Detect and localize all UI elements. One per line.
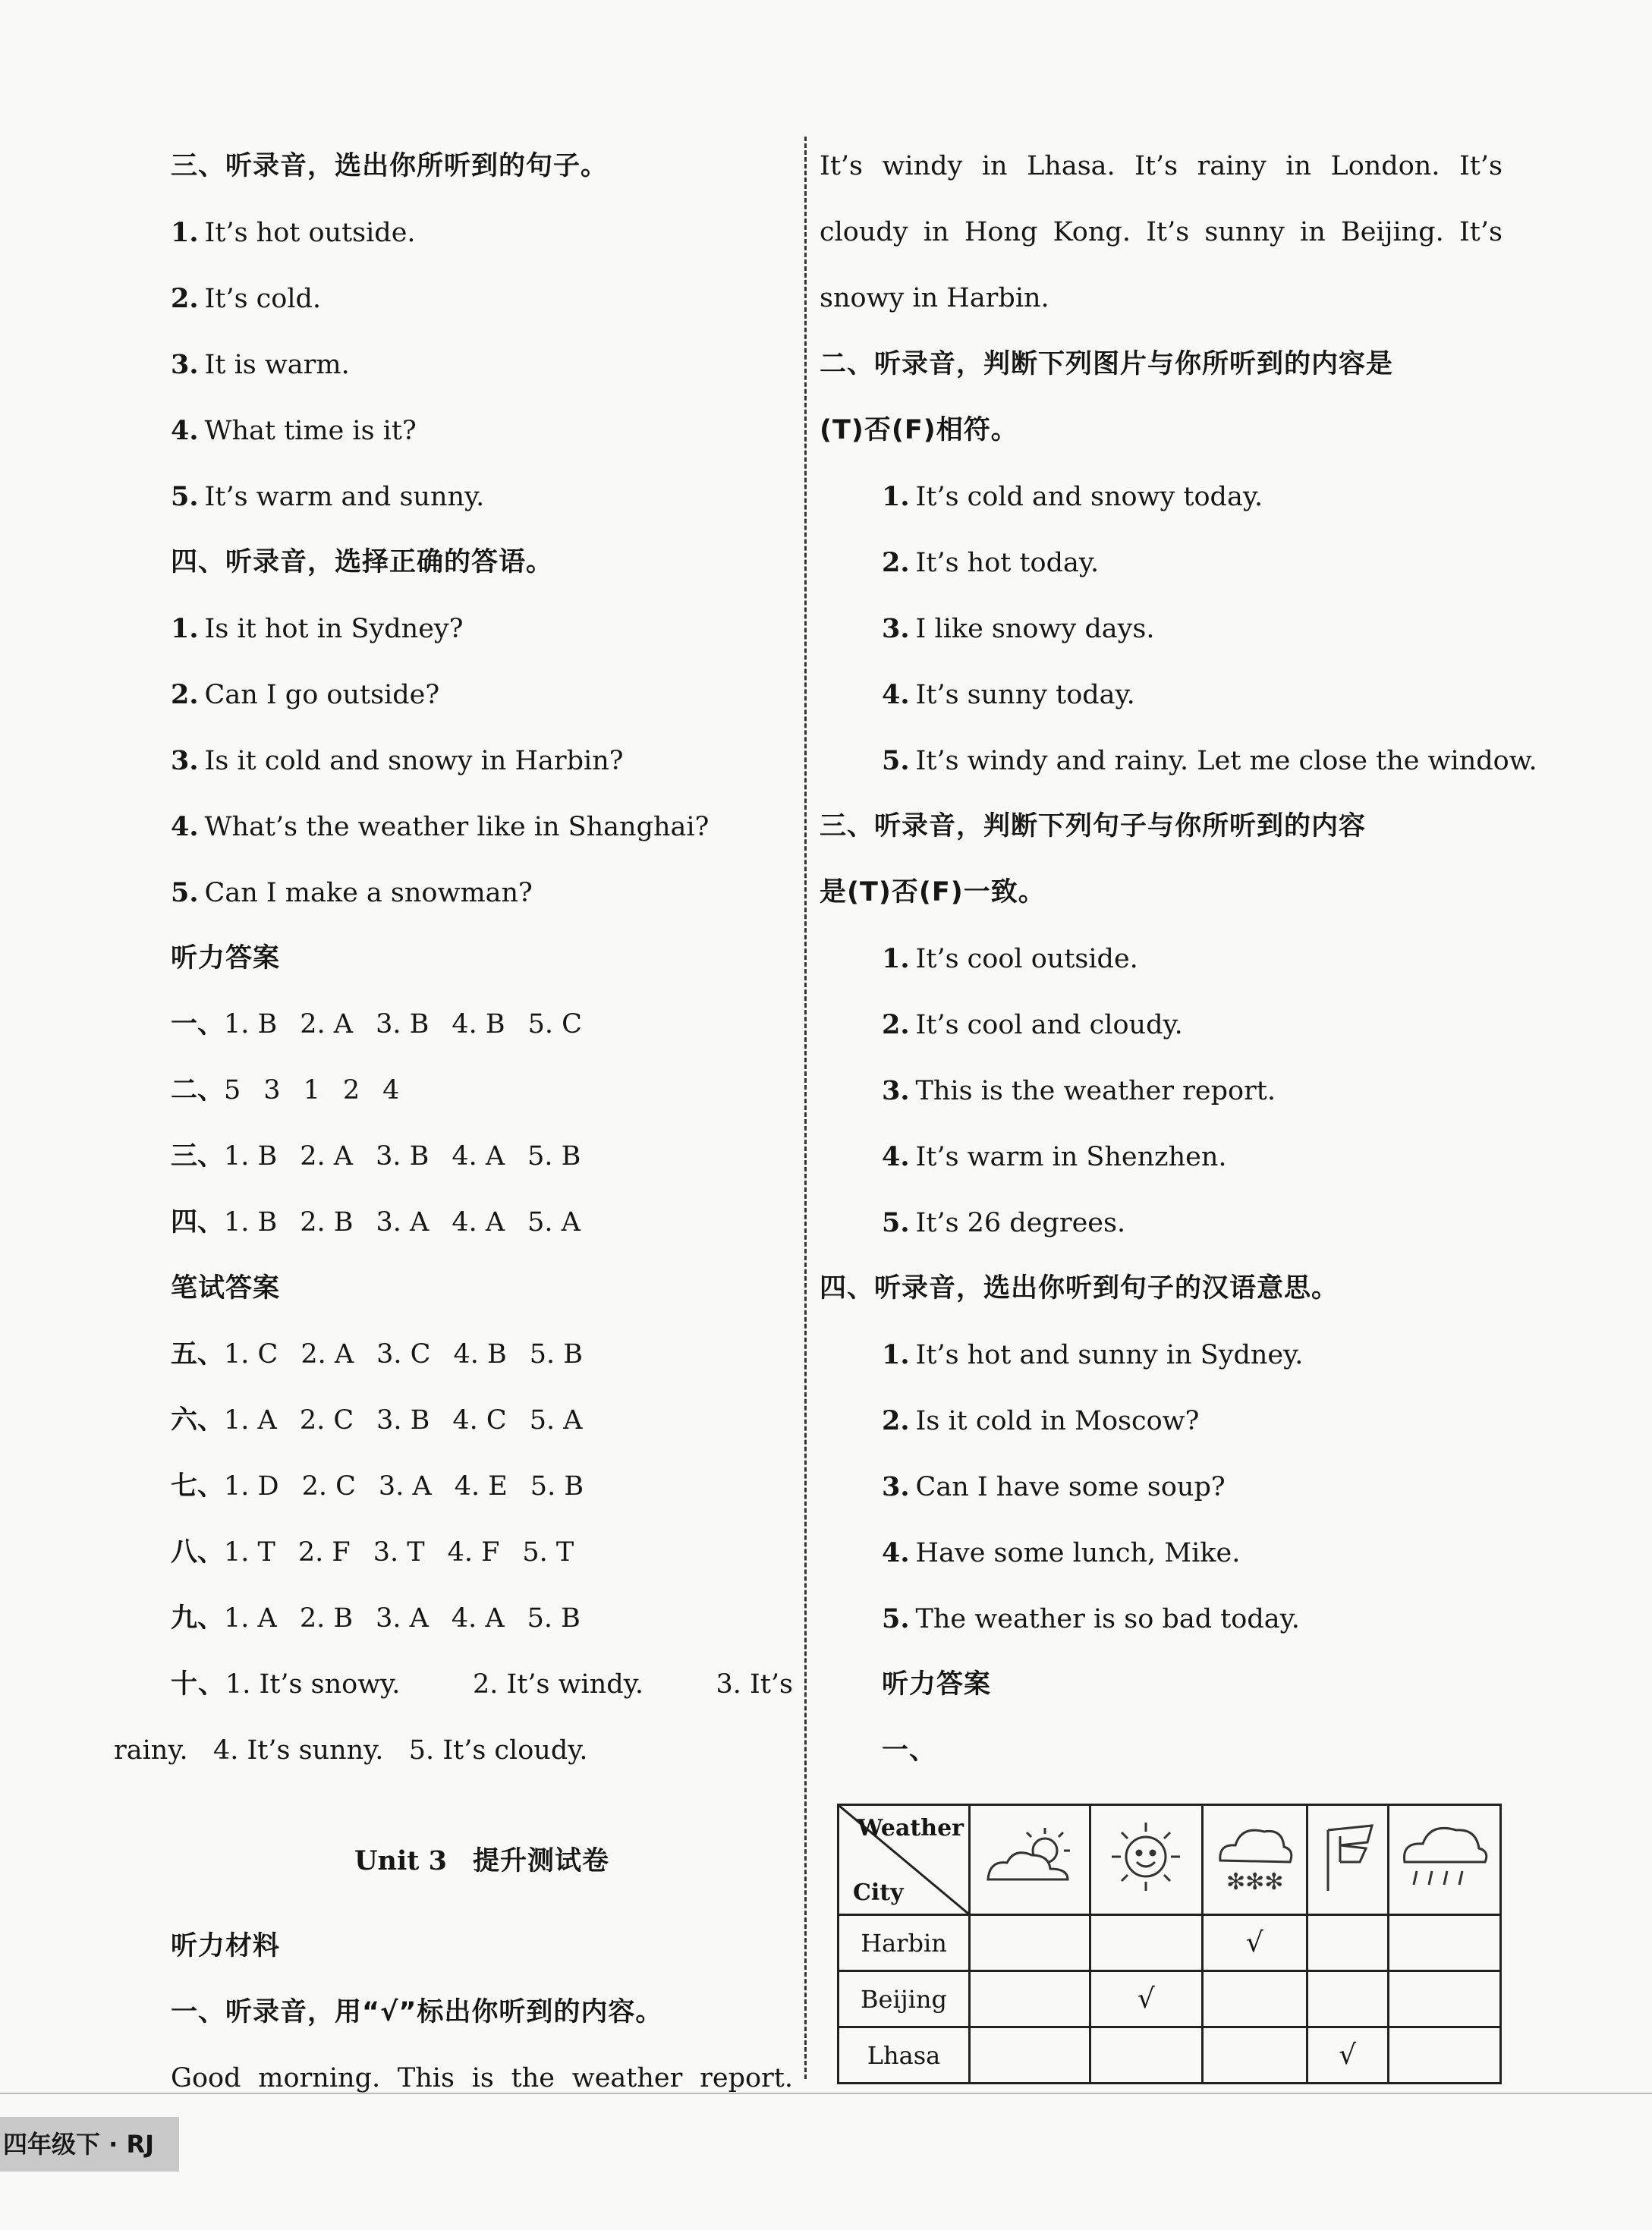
item-number: 1. bbox=[882, 481, 910, 512]
answer-item: 2 bbox=[342, 1075, 360, 1106]
check-cell bbox=[1090, 1915, 1202, 1971]
cloudy-sun-icon bbox=[970, 1805, 1090, 1915]
list-item bbox=[820, 926, 1503, 992]
answer-lead: 十、 bbox=[171, 1669, 226, 1700]
item-text: Can I have some soup? bbox=[915, 1472, 1226, 1502]
report-word: Hong bbox=[964, 217, 1038, 247]
answer-item: 3. T bbox=[373, 1537, 425, 1568]
answer-item: 1. B bbox=[224, 1141, 278, 1172]
item-number: 3. bbox=[171, 745, 199, 776]
item-number: 1. bbox=[171, 217, 199, 248]
answer-line bbox=[171, 1058, 793, 1124]
answer-line bbox=[171, 1454, 793, 1520]
item-text: It’s cold. bbox=[204, 284, 322, 314]
answer-line bbox=[171, 1124, 793, 1190]
list-item bbox=[171, 860, 793, 926]
item-number: 2. bbox=[882, 1009, 910, 1040]
answer-lead: 九、 bbox=[171, 1603, 225, 1634]
item-number: 1. bbox=[882, 1339, 910, 1370]
item-text: It’s hot outside. bbox=[204, 218, 416, 248]
answer-item: 3. A bbox=[378, 1471, 432, 1502]
report-word: in bbox=[1285, 151, 1311, 181]
report-word: the bbox=[511, 2063, 555, 2093]
item-text: What’s the weather like in Shanghai? bbox=[204, 812, 710, 842]
answer-item: 1. A bbox=[224, 1603, 277, 1634]
footer-rule bbox=[0, 2093, 1652, 2094]
answer-lead: 一、 bbox=[171, 1009, 225, 1040]
report-word: morning. bbox=[258, 2063, 381, 2093]
list-item bbox=[820, 728, 1537, 794]
answers-part-label: 一、 bbox=[882, 1735, 937, 1766]
list-item bbox=[820, 1388, 1503, 1454]
table-row bbox=[839, 2027, 1501, 2084]
answer-item: 3. A bbox=[376, 1207, 430, 1238]
item-text: Can I make a snowman? bbox=[204, 878, 533, 908]
answer-item: 1. It’s snowy. bbox=[225, 1669, 401, 1700]
report-word: report. bbox=[700, 2063, 793, 2093]
item-number: 3. bbox=[882, 1471, 910, 1502]
answer-item: 5. C bbox=[527, 1009, 582, 1040]
item-number: 4. bbox=[171, 415, 199, 446]
answer-line bbox=[171, 1388, 793, 1454]
answer-item: 2. A bbox=[300, 1141, 354, 1172]
section-title: (T)否(F)相符。 bbox=[820, 415, 1018, 445]
list-item bbox=[820, 596, 1503, 662]
column-divider bbox=[804, 137, 807, 2079]
item-number: 4. bbox=[171, 811, 199, 842]
report-word: weather bbox=[571, 2063, 683, 2093]
item-number: 4. bbox=[882, 1141, 910, 1172]
answer-line bbox=[171, 1322, 793, 1388]
answer-line bbox=[171, 1652, 793, 1718]
unit-title bbox=[171, 1828, 793, 1894]
report-word: in bbox=[981, 151, 1008, 181]
answer-item: 2. It’s windy. bbox=[472, 1669, 643, 1700]
list-item bbox=[820, 1058, 1503, 1124]
answer-lead: 五、 bbox=[171, 1339, 225, 1370]
answer-lead: 七、 bbox=[171, 1471, 225, 1502]
city-cell: Lhasa bbox=[839, 2027, 970, 2084]
check-cell bbox=[1202, 2027, 1307, 2084]
item-text: The weather is so bad today. bbox=[915, 1604, 1300, 1634]
check-cell: √ bbox=[1090, 1971, 1202, 2027]
answer-item: 2. B bbox=[300, 1207, 354, 1238]
written-answers-title: 笔试答案 bbox=[171, 1273, 281, 1304]
answer-item: 4. A bbox=[452, 1141, 505, 1172]
header-weather: Weather bbox=[857, 1815, 964, 1842]
item-number: 2. bbox=[882, 547, 910, 578]
item-number: 2. bbox=[882, 1405, 910, 1436]
report-line bbox=[820, 134, 1503, 200]
answer-item: 5. B bbox=[527, 1603, 581, 1634]
item-text: I like snowy days. bbox=[915, 614, 1155, 644]
report-line: snowy in Harbin. bbox=[820, 283, 1049, 313]
item-text: It’s 26 degrees. bbox=[915, 1208, 1126, 1238]
list-item bbox=[171, 266, 793, 332]
answer-item: 4 bbox=[382, 1075, 400, 1106]
answer-item: 2. B bbox=[299, 1603, 354, 1634]
report-word: Beijing. bbox=[1340, 217, 1444, 247]
footer-label: 四年级下 · RJ bbox=[0, 2117, 179, 2172]
answer-item: 2. C bbox=[299, 1405, 354, 1436]
list-item bbox=[820, 1454, 1503, 1520]
list-item bbox=[820, 1322, 1503, 1388]
answer-item: 3. B bbox=[376, 1009, 430, 1040]
report-word: It’s bbox=[1458, 217, 1503, 247]
check-cell bbox=[1202, 1971, 1307, 2027]
item-number: 5. bbox=[882, 745, 910, 776]
item-number: 5. bbox=[171, 481, 199, 512]
answer-lead: 六、 bbox=[171, 1405, 225, 1436]
snowy-icon bbox=[1202, 1805, 1307, 1915]
list-item bbox=[820, 530, 1503, 596]
answer-item: 1. C bbox=[224, 1339, 278, 1370]
item-number: 5. bbox=[882, 1603, 910, 1634]
item-text: It’s hot today. bbox=[915, 548, 1100, 578]
weather-answer-table bbox=[837, 1804, 1502, 2084]
item-text: It’s hot and sunny in Sydney. bbox=[915, 1340, 1304, 1370]
answer-item: 1. D bbox=[224, 1471, 279, 1502]
section-title: 三、听录音，判断下列句子与你所听到的内容 bbox=[820, 811, 1367, 841]
check-cell bbox=[970, 1971, 1090, 2027]
sunny-icon bbox=[1090, 1805, 1202, 1915]
answer-item: 4. B bbox=[452, 1009, 505, 1040]
answer-lead: 二、 bbox=[171, 1075, 225, 1106]
answer-item: 5. B bbox=[529, 1339, 583, 1370]
report-word: cloudy bbox=[820, 217, 908, 247]
list-item bbox=[820, 1586, 1503, 1652]
list-item bbox=[820, 1190, 1503, 1256]
answer-item: 5. A bbox=[529, 1405, 583, 1436]
answer-item: 4. F bbox=[447, 1537, 500, 1568]
list-item bbox=[171, 398, 793, 464]
item-text: It’s cool outside. bbox=[915, 944, 1138, 974]
answer-item: 5. A bbox=[527, 1207, 581, 1238]
answer-line bbox=[171, 1586, 793, 1652]
item-text: This is the weather report. bbox=[915, 1076, 1276, 1106]
item-text: It’s warm and sunny. bbox=[204, 482, 485, 512]
report-word: windy bbox=[882, 151, 963, 181]
answer-item: 3. It’s bbox=[716, 1669, 793, 1700]
section-title: 一、听录音，用“√”标出你听到的内容。 bbox=[171, 1997, 663, 2027]
section-title: 四、听录音，选择正确的答语。 bbox=[171, 547, 554, 577]
left-column bbox=[114, 134, 793, 2112]
rainy-icon bbox=[1388, 1805, 1500, 1915]
check-cell bbox=[1388, 1915, 1500, 1971]
answer-line bbox=[171, 992, 793, 1058]
item-text: It’s sunny today. bbox=[915, 680, 1135, 710]
answer-item: 3. B bbox=[376, 1141, 430, 1172]
answer-item: 2. A bbox=[301, 1339, 354, 1370]
answer-item: 5. B bbox=[527, 1141, 581, 1172]
item-text: Is it cold and snowy in Harbin? bbox=[204, 746, 624, 776]
item-number: 5. bbox=[882, 1207, 910, 1238]
answer-item: 4. E bbox=[454, 1471, 508, 1502]
answer-item: 3 bbox=[263, 1075, 281, 1106]
unit-title-cn: 提升测试卷 bbox=[472, 1846, 609, 1876]
list-item bbox=[171, 794, 793, 860]
table-row bbox=[839, 1915, 1501, 1971]
report-line bbox=[171, 2046, 793, 2112]
item-number: 4. bbox=[882, 1537, 910, 1568]
answer-item: 4. C bbox=[452, 1405, 507, 1436]
report-word: sunny bbox=[1204, 217, 1285, 247]
item-text: It’s warm in Shenzhen. bbox=[915, 1142, 1227, 1172]
check-cell bbox=[1388, 1971, 1500, 2027]
svg-text:✻✻✻: ✻✻✻ bbox=[1226, 1869, 1284, 1895]
answer-item: 2. F bbox=[297, 1537, 351, 1568]
check-cell bbox=[1090, 2027, 1202, 2084]
answer-lead: 四、 bbox=[171, 1207, 225, 1238]
item-number: 2. bbox=[171, 679, 199, 710]
list-item bbox=[171, 596, 793, 662]
item-text: It’s cold and snowy today. bbox=[915, 482, 1263, 512]
section-title: 二、听录音，判断下列图片与你所听到的内容是 bbox=[820, 349, 1394, 379]
list-item bbox=[820, 992, 1503, 1058]
answer-item: 1. T bbox=[224, 1537, 275, 1568]
item-text: It’s cool and cloudy. bbox=[915, 1010, 1183, 1040]
item-number: 3. bbox=[882, 613, 910, 644]
item-text: Can I go outside? bbox=[204, 680, 440, 710]
answer-item: 3. A bbox=[376, 1603, 429, 1634]
check-cell: √ bbox=[1307, 2027, 1388, 2084]
answer-item: 1. A bbox=[224, 1405, 277, 1436]
answer-item: 1 bbox=[303, 1075, 320, 1106]
answer-line: rainy. 4. It’s sunny. 5. It’s cloudy. bbox=[114, 1735, 588, 1766]
listening-answers-title: 听力答案 bbox=[171, 943, 281, 973]
table-header-corner bbox=[839, 1805, 970, 1915]
list-item bbox=[171, 662, 793, 728]
item-number: 1. bbox=[171, 613, 199, 644]
answer-item: 4. A bbox=[452, 1207, 505, 1238]
check-cell bbox=[970, 1915, 1090, 1971]
item-text: What time is it? bbox=[204, 416, 417, 446]
report-word: Kong. bbox=[1053, 217, 1131, 247]
item-number: 2. bbox=[171, 283, 199, 314]
list-item bbox=[820, 464, 1503, 530]
answer-item: 4. B bbox=[453, 1339, 507, 1370]
section-title: 是(T)否(F)一致。 bbox=[820, 877, 1046, 907]
item-number: 5. bbox=[171, 877, 199, 908]
answer-item: 3. C bbox=[376, 1339, 431, 1370]
item-text: Is it cold in Moscow? bbox=[915, 1406, 1200, 1436]
answer-line bbox=[171, 1520, 793, 1586]
check-cell bbox=[1388, 2027, 1500, 2084]
item-text: It is warm. bbox=[204, 350, 350, 380]
list-item bbox=[171, 728, 793, 794]
report-word: is bbox=[471, 2063, 494, 2093]
answer-item: 2. A bbox=[300, 1009, 354, 1040]
item-text: Have some lunch, Mike. bbox=[915, 1538, 1241, 1568]
report-word: It’s bbox=[820, 151, 863, 181]
answer-item: 3. B bbox=[376, 1405, 430, 1436]
report-line bbox=[820, 200, 1503, 266]
check-cell bbox=[1307, 1971, 1388, 2027]
check-cell bbox=[1307, 1915, 1388, 1971]
list-item bbox=[820, 1124, 1503, 1190]
list-item bbox=[171, 464, 793, 530]
report-word: Good bbox=[171, 2063, 241, 2093]
answer-item: 4. A bbox=[451, 1603, 505, 1634]
answers-title: 听力答案 bbox=[882, 1669, 992, 1700]
report-word: Lhasa. bbox=[1027, 151, 1115, 181]
list-item bbox=[171, 332, 793, 398]
check-cell: √ bbox=[1202, 1915, 1307, 1971]
city-cell: Harbin bbox=[839, 1915, 970, 1971]
answer-item: 5. T bbox=[522, 1537, 574, 1568]
report-word: It’s bbox=[1134, 151, 1178, 181]
list-item bbox=[820, 1520, 1503, 1586]
answer-line bbox=[171, 1190, 793, 1256]
header-city: City bbox=[853, 1879, 904, 1906]
answer-item: 5 bbox=[224, 1075, 241, 1106]
item-number: 4. bbox=[882, 679, 910, 710]
item-number: 3. bbox=[171, 349, 199, 380]
right-column bbox=[820, 134, 1537, 1784]
item-number: 1. bbox=[882, 943, 910, 974]
item-text: It’s windy and rainy. Let me close the window. bbox=[915, 746, 1537, 776]
city-cell: Beijing bbox=[839, 1971, 970, 2027]
section-title: 四、听录音，选出你听到句子的汉语意思。 bbox=[820, 1273, 1339, 1304]
unit-title-en: Unit 3 bbox=[354, 1845, 447, 1876]
report-word: rainy bbox=[1197, 151, 1267, 181]
answer-lead: 三、 bbox=[171, 1141, 225, 1172]
report-word: It’s bbox=[1146, 217, 1190, 247]
list-item bbox=[171, 200, 793, 266]
item-number: 3. bbox=[882, 1075, 910, 1106]
windy-icon bbox=[1307, 1805, 1388, 1915]
report-word: London. bbox=[1330, 151, 1440, 181]
answer-item: 1. B bbox=[224, 1207, 278, 1238]
answer-item: 2. C bbox=[301, 1471, 356, 1502]
list-item bbox=[820, 662, 1503, 728]
materials-title: 听力材料 bbox=[171, 1931, 281, 1961]
item-text: Is it hot in Sydney? bbox=[204, 614, 464, 644]
report-word: in bbox=[923, 217, 949, 247]
report-word: This bbox=[397, 2063, 455, 2093]
report-word: It’s bbox=[1458, 151, 1503, 181]
answer-item: 1. B bbox=[224, 1009, 278, 1040]
report-word: in bbox=[1300, 217, 1326, 247]
check-cell bbox=[970, 2027, 1090, 2084]
answer-item: 5. B bbox=[530, 1471, 584, 1502]
answer-lead: 八、 bbox=[171, 1537, 225, 1568]
table-row bbox=[839, 1971, 1501, 2027]
section-title: 三、听录音，选出你所听到的句子。 bbox=[171, 151, 609, 181]
